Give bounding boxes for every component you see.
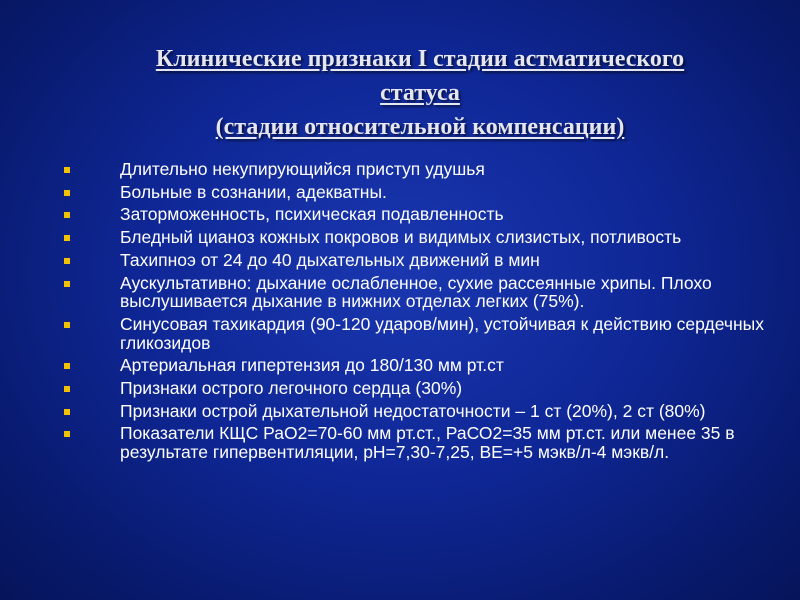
- bullet-item: [58, 424, 770, 461]
- bullet-text: Аускультативно: дыхание ослабленное, сухие рассеянные хрипы. Плохо выслушивается дыхание в нижних отделах легких (75%).: [120, 272, 712, 312]
- slide-title-line-1: Клинические признаки I стадии астматического: [155, 46, 685, 72]
- bullet-item: [58, 251, 770, 270]
- bullet-item: [58, 356, 770, 375]
- square-bullet-icon: [64, 386, 70, 392]
- bullet-text: Признаки острой дыхательной недостаточности – 1 ст (20%), 2 ст (80%): [120, 400, 706, 421]
- bullet-item: [58, 160, 770, 179]
- bullet-item: [58, 228, 770, 247]
- bullet-item: [58, 183, 770, 202]
- square-bullet-icon: [64, 167, 70, 173]
- slide-title-line-3: (стадии относительной компенсации): [215, 114, 625, 140]
- square-bullet-icon: [64, 212, 70, 218]
- bullet-text: Признаки острого легочного сердца (30%): [120, 378, 463, 399]
- bullet-text: Синусовая тахикардия (90-120 ударов/мин), устойчивая к действию сердечных гликозидов: [120, 313, 764, 353]
- square-bullet-icon: [64, 281, 70, 287]
- bullet-item: [58, 379, 770, 398]
- bullet-text: Длительно некупирующийся приступ удушья: [120, 159, 485, 179]
- bullet-text: Бледный цианоз кожных покровов и видимых слизистых, потливость: [120, 227, 682, 248]
- bullet-text: Тахипноэ от 24 до 40 дыхательных движений в мин: [120, 249, 540, 270]
- square-bullet-icon: [64, 235, 70, 241]
- slide-title: [70, 42, 770, 144]
- slide-title-line-2: статуса: [380, 80, 460, 106]
- square-bullet-icon: [64, 190, 70, 196]
- square-bullet-icon: [64, 322, 70, 328]
- bullet-list: [58, 160, 770, 466]
- bullet-text: Заторможенность, психическая подавленность: [120, 204, 504, 225]
- bullet-text: Показатели КЩС РаО2=70-60 мм рт.ст., РаСО2=35 мм рт.ст. или менее 35 в результате гипервентиляции, рН=7,30-7,25, ВЕ=+5 мэкв/л-4 мэкв/л.: [120, 423, 735, 463]
- square-bullet-icon: [64, 431, 70, 437]
- square-bullet-icon: [64, 409, 70, 415]
- bullet-item: [58, 402, 770, 421]
- bullet-text: Больные в сознании, адекватны.: [120, 181, 387, 202]
- bullet-item: [58, 274, 770, 311]
- bullet-item: [58, 205, 770, 224]
- bullet-item: [58, 315, 770, 352]
- square-bullet-icon: [64, 363, 70, 369]
- square-bullet-icon: [64, 258, 70, 264]
- bullet-text: Артериальная гипертензия до 180/130 мм рт.ст: [120, 355, 504, 376]
